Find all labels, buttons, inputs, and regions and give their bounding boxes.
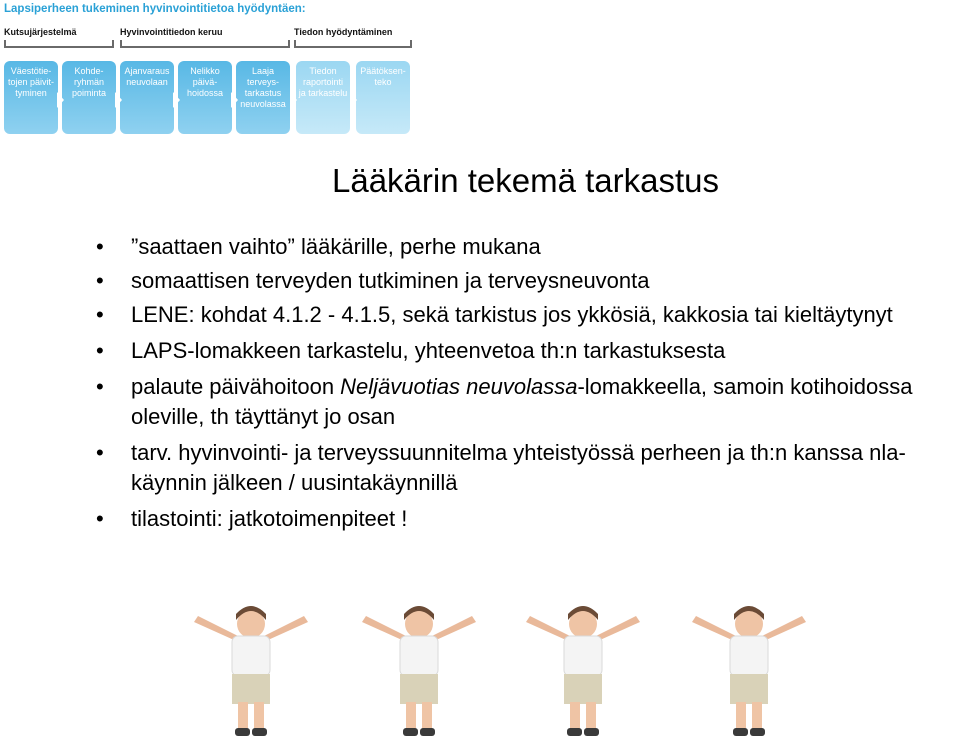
bullet-text: palaute päivähoitoon <box>131 374 341 399</box>
step-box: Päätöksen- teko <box>356 61 410 134</box>
bullet-item: • tilastointi: jatkotoimenpiteet ! <box>96 504 956 534</box>
child-arms-out-image <box>354 600 484 739</box>
bullet-item: • somaattisen terveyden tutkiminen ja terveysneuvonta <box>96 266 956 296</box>
form-name-italic: Neljävuotias neuvolassa <box>340 374 578 399</box>
stage-label-kutsujarjestelma: Kutsujärjestelmä <box>4 27 77 37</box>
stage-label-hyvinvointitiedon-keruu: Hyvinvointitiedon keruu <box>120 27 223 37</box>
process-banner <box>0 0 420 140</box>
step-box: Laaja terveys- tarkastus neuvolassa <box>236 61 290 134</box>
bullet-list <box>96 232 956 540</box>
stage-label-tiedon-hyodyntaminen: Tiedon hyödyntäminen <box>294 27 393 37</box>
slide-title: Lääkärin tekemä tarkastus <box>332 162 720 199</box>
stage-divider <box>120 46 290 48</box>
child-arms-out-image <box>684 600 814 739</box>
bullet-text: -lomakkeella, samoin kotihoidossa oleville, th täyttänyt jo osan <box>131 374 913 429</box>
banner-title: Lapsiperheen tukeminen hyvinvointitietoa hyödyntäen: <box>4 3 306 15</box>
stage-divider <box>4 46 114 48</box>
chevron-right-icon <box>290 92 297 108</box>
bullet-item: • LAPS-lomakkeen tarkastelu, yhteenvetoa th:n tarkastuksesta <box>96 336 956 366</box>
step-box: Kohde- ryhmän poiminta <box>62 61 116 134</box>
chevron-right-icon <box>231 92 238 108</box>
stage-divider <box>294 46 412 48</box>
chevron-right-icon <box>173 92 180 108</box>
chevron-right-icon <box>115 92 122 108</box>
bullet-item <box>96 372 956 432</box>
bullet-item: • ”saattaen vaihto” lääkärille, perhe mukana <box>96 232 956 262</box>
step-box: Ajanvaraus neuvolaan <box>120 61 174 134</box>
step-box: Väestötie- tojen päivit- tyminen <box>4 61 58 134</box>
child-arms-out-image <box>186 600 316 739</box>
bullet-item: • LENE: kohdat 4.1.2 - 4.1.5, sekä tarkistus jos ykkösiä, kakkosia tai kieltäytynyt <box>96 300 956 330</box>
bullet-item: • tarv. hyvinvointi- ja terveyssuunnitelma yhteistyössä perheen ja th:n kanssa nla-käynnin jälkeen / uusintakäynnillä <box>96 438 956 498</box>
chevron-right-icon <box>350 92 357 108</box>
child-arms-out-image <box>518 600 648 739</box>
chevron-right-icon <box>57 92 64 108</box>
step-box: Nelikko päivä- hoidossa <box>178 61 232 134</box>
step-box: Tiedon raportointi ja tarkastelu <box>296 61 350 134</box>
